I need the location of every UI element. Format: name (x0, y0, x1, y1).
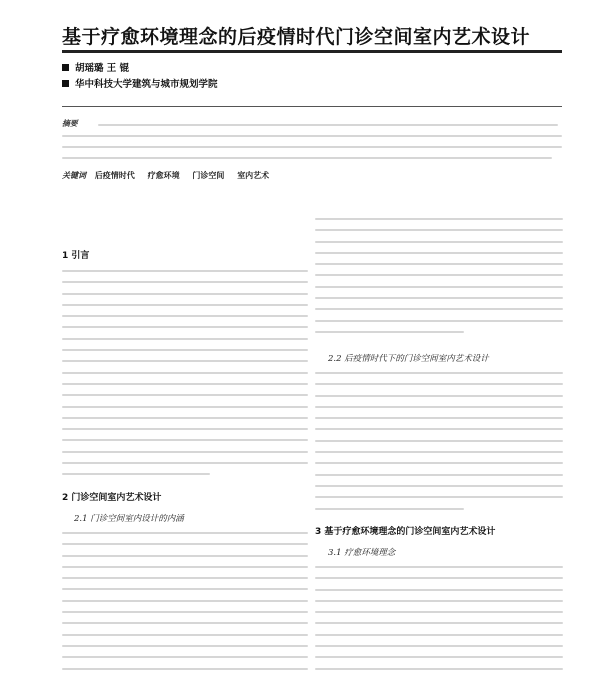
text-line (315, 508, 464, 510)
text-line (62, 634, 308, 636)
text-line (62, 338, 308, 340)
text-line (315, 372, 563, 374)
text-line (62, 157, 552, 159)
text-line (315, 263, 563, 265)
keyword: 后疫情时代 (94, 170, 135, 180)
keyword: 室内艺术 (237, 170, 270, 180)
text-line (315, 668, 563, 670)
text-line (315, 428, 563, 430)
text-line (315, 229, 563, 231)
bullet-square-icon (62, 64, 69, 71)
text-line (315, 474, 563, 476)
text-line (62, 270, 308, 272)
text-line (62, 326, 308, 328)
author-names: 胡瑶璐 王 锟 (75, 63, 130, 74)
text-line (62, 645, 308, 647)
keywords (62, 170, 279, 181)
text-line (62, 668, 308, 670)
text-line (315, 308, 563, 310)
body-text (315, 218, 563, 342)
text-line (315, 274, 563, 276)
text-line (62, 135, 562, 137)
text-line (62, 417, 308, 419)
bullet-square-icon (62, 80, 69, 87)
text-line (62, 656, 308, 658)
abstract (62, 117, 562, 169)
text-line (315, 577, 563, 579)
section-heading-3: 3 基于疗愈环境理念的门诊空间室内艺术设计 (315, 527, 496, 537)
text-line (62, 611, 308, 613)
text-line (315, 252, 563, 254)
text-line (62, 588, 308, 590)
text-line (62, 315, 308, 317)
text-line (315, 383, 563, 385)
text-line (62, 304, 308, 306)
text-line (62, 543, 308, 545)
text-line (62, 146, 562, 148)
keywords-label: 关键词 (62, 170, 86, 180)
text-line (315, 589, 563, 591)
text-line (62, 600, 308, 602)
keyword: 疗愈环境 (147, 170, 180, 180)
body-text (62, 532, 308, 679)
text-line (62, 462, 308, 464)
text-line (62, 439, 308, 441)
section-heading-2: 2 门诊空间室内艺术设计 (62, 493, 162, 503)
text-line (62, 349, 308, 351)
text-line (62, 532, 308, 534)
text-line (62, 566, 308, 568)
abstract-label: 摘要 (62, 119, 78, 128)
text-line (315, 417, 563, 419)
text-line (62, 293, 308, 295)
authors (62, 60, 129, 74)
title-rule (62, 50, 562, 53)
text-line (62, 451, 308, 453)
text-line (315, 566, 563, 568)
affiliation (62, 76, 218, 90)
text-line (315, 451, 563, 453)
text-line (315, 611, 563, 613)
text-line (315, 286, 563, 288)
text-line (62, 622, 308, 624)
text-line (315, 622, 563, 624)
text-line (315, 634, 563, 636)
body-text (315, 566, 563, 679)
keyword: 门诊空间 (192, 170, 225, 180)
text-line (62, 473, 210, 475)
subsection-heading-3-1: 3.1 疗愈环境理念 (328, 548, 396, 558)
text-line (315, 462, 563, 464)
section-heading-intro: 1 引言 (62, 251, 90, 261)
body-text (315, 372, 563, 519)
text-line (315, 241, 563, 243)
text-line (315, 645, 563, 647)
text-line (62, 383, 308, 385)
text-line (315, 600, 563, 602)
text-line (62, 281, 308, 283)
text-line (315, 496, 563, 498)
text-line (315, 656, 563, 658)
header-rule (62, 106, 562, 107)
text-line (62, 577, 308, 579)
body-text (62, 270, 308, 485)
subsection-heading-2-1: 2.1 门诊空间室内设计的内涵 (74, 514, 184, 524)
text-line (315, 331, 464, 333)
text-line (315, 395, 563, 397)
text-line (315, 218, 563, 220)
text-line (62, 360, 308, 362)
text-line (62, 372, 308, 374)
text-line (62, 394, 308, 396)
text-line (315, 485, 563, 487)
text-line (315, 440, 563, 442)
subsection-heading-2-2: 2.2 后疫情时代下的门诊空间室内艺术设计 (328, 354, 489, 364)
text-line (315, 297, 563, 299)
organization-name: 华中科技大学建筑与城市规划学院 (75, 79, 218, 90)
text-line (98, 124, 558, 126)
text-line (62, 406, 308, 408)
text-line (62, 555, 308, 557)
text-line (315, 406, 563, 408)
article-title: 基于疗愈环境理念的后疫情时代门诊空间室内艺术设计 (62, 26, 531, 48)
text-line (62, 428, 308, 430)
text-line (315, 320, 563, 322)
